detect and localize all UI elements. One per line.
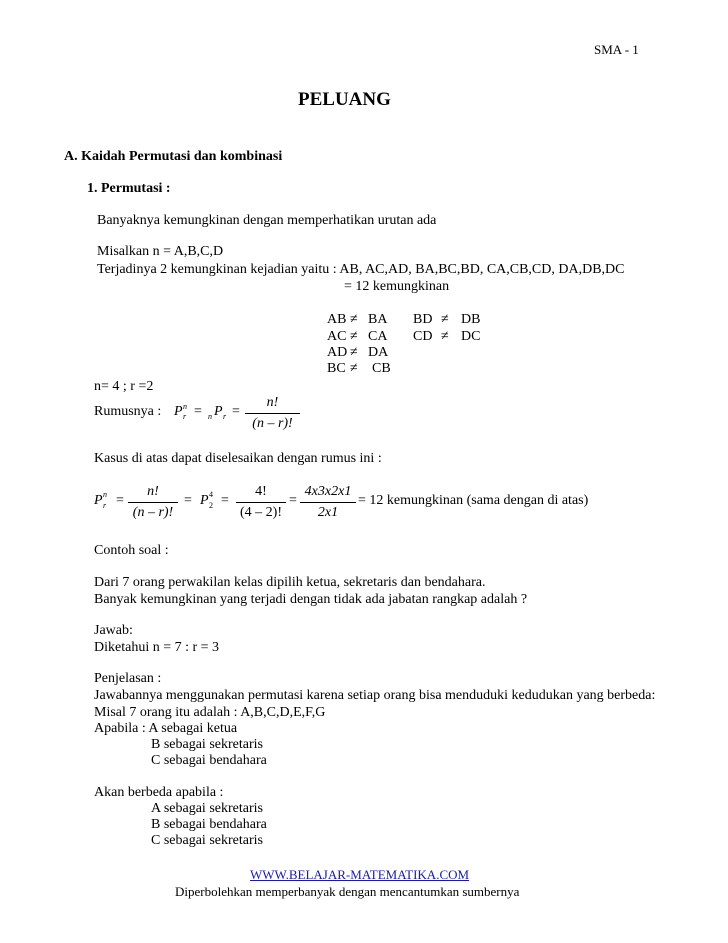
formula-label: Rumusnya : (94, 404, 162, 419)
formula-sub-r: r (183, 412, 187, 421)
pair-right: CA (368, 329, 388, 344)
not-equal-symbol: ≠ (441, 329, 449, 344)
calc-equals-2: = (184, 493, 192, 508)
pair-right: DB (461, 312, 481, 327)
calc-equals-4: = (289, 493, 297, 508)
calc-sup-4: 4 (209, 490, 213, 499)
calc-sub-r: r (103, 501, 107, 510)
penjelasan-line-2: Misal 7 orang itu adalah : A,B,C,D,E,F,G (94, 705, 326, 720)
apabila-line-c: C sebagai bendahara (151, 753, 267, 768)
footer-website-link[interactable]: WWW.BELAJAR-MATEMATIKA.COM (250, 867, 470, 882)
formula-numerator: n! (266, 395, 279, 410)
params-text: n= 4 ; r =2 (94, 379, 154, 394)
formula-pre-n: n (208, 412, 212, 421)
calc-equals-1: = (116, 493, 124, 508)
akan-line-b: B sebagai bendahara (151, 817, 267, 832)
akan-line-c: C sebagai sekretaris (151, 833, 263, 848)
calc-fraction-1 (128, 484, 178, 521)
soal-line-2: Banyak kemungkinan yang terjadi dengan tidak ada jabatan rangkap adalah ? (94, 592, 528, 607)
pair-left: CD (413, 329, 433, 344)
soal-line-1: Dari 7 orang perwakilan kelas dipilih ketua, sekretaris dan bendahara. (94, 575, 486, 590)
calc-fraction-2 (236, 484, 286, 521)
example-line-3: = 12 kemungkinan (344, 279, 450, 294)
calc-f1-num: n! (147, 484, 159, 499)
pair-right: DC (461, 329, 481, 344)
calc-sub-2: 2 (209, 501, 213, 510)
page-header-label: SMA - 1 (594, 42, 639, 57)
not-equal-symbol: ≠ (350, 361, 358, 376)
pair-left: AC (327, 329, 347, 344)
case-text: Kasus di atas dapat diselesaikan dengan rumus ini : (94, 451, 382, 466)
penjelasan-label: Penjelasan : (94, 671, 162, 686)
calc-f1-den: (n – r)! (132, 505, 174, 520)
formula-P: P (174, 404, 183, 419)
formula-P2: P (214, 404, 223, 419)
apabila-line-a: Apabila : A sebagai ketua (94, 721, 238, 736)
example-line-2: Terjadinya 2 kemungkinan kejadian yaitu : AB, AC,AD, BA,BC,BD, CA,CB,CD, DA,DB,DC (97, 262, 625, 277)
calc-P: P (94, 493, 103, 508)
pair-left: BD (413, 312, 433, 327)
formula-sup-n: n (183, 402, 187, 411)
calc-equals-3: = (221, 493, 229, 508)
pair-right: DA (368, 345, 389, 360)
akan-label: Akan berbeda apabila : (94, 785, 224, 800)
apabila-line-b: B sebagai sekretaris (151, 737, 263, 752)
akan-line-a: A sebagai sekretaris (151, 801, 263, 816)
page-title: PELUANG (298, 89, 391, 110)
formula-sub-r2: r (223, 412, 227, 421)
calc-f3-num: 4x3x2x1 (304, 484, 352, 499)
section-heading: A. Kaidah Permutasi dan kombinasi (64, 149, 283, 164)
diketahui-text: Diketahui n = 7 : r = 3 (94, 640, 220, 655)
not-equal-symbol: ≠ (441, 312, 449, 327)
calc-result: = 12 kemungkinan (sama dengan di atas) (358, 493, 589, 508)
example-line-1: Misalkan n = A,B,C,D (97, 244, 224, 259)
jawab-label: Jawab: (94, 623, 133, 638)
pair-left: AB (327, 312, 347, 327)
formula-equals: = (194, 404, 202, 419)
calc-fraction-3 (300, 484, 356, 521)
not-equal-symbol: ≠ (350, 329, 358, 344)
footer-note: Diperbolehkan memperbanyak dengan mencantumkan sumbernya (175, 884, 520, 899)
pair-right: CB (372, 361, 391, 376)
not-equal-symbol: ≠ (350, 312, 358, 327)
intro-text: Banyaknya kemungkinan dengan memperhatikan urutan ada (97, 213, 437, 228)
not-equal-symbol: ≠ (350, 345, 358, 360)
formula-equals-2: = (232, 404, 240, 419)
calc-f2-den: (4 – 2)! (240, 505, 282, 520)
pair-right: BA (368, 312, 388, 327)
subsection-heading: 1. Permutasi : (87, 181, 171, 196)
calc-P2: P (200, 493, 209, 508)
contoh-heading: Contoh soal : (94, 543, 169, 558)
calc-f2-num: 4! (255, 484, 267, 499)
penjelasan-line-1: Jawabannya menggunakan permutasi karena setiap orang bisa menduduki kedudukan yang berbeda: (94, 688, 656, 703)
calc-sup-n: n (103, 490, 107, 499)
calc-f3-den: 2x1 (317, 505, 339, 520)
pair-left: AD (327, 345, 348, 360)
pair-left: BC (327, 361, 346, 376)
formula-denominator: (n – r)! (252, 416, 293, 431)
formula-fraction (245, 395, 300, 432)
